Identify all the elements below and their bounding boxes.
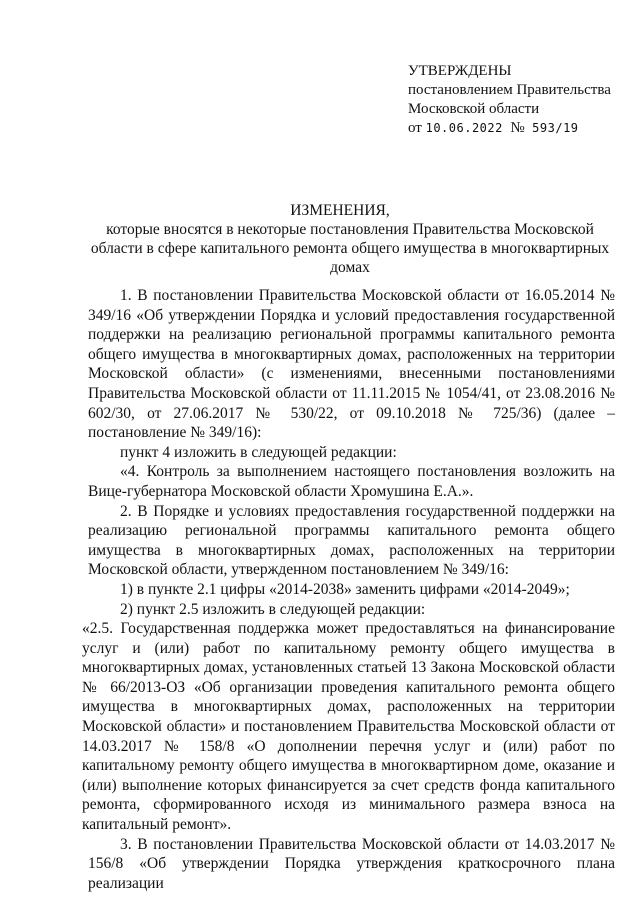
paragraph: пункт 4 изложить в следующей редакции: — [120, 443, 397, 461]
document-body — [82, 286, 615, 893]
paragraph: 3. В постановлении Правительства Московской области от 14.03.2017 № 156/8 «Об утверждении Порядка утверждения краткосрочного плана реализации — [88, 835, 615, 892]
approval-line-1: постановлением Правительства — [408, 82, 611, 98]
approval-date-prefix: от — [408, 120, 422, 136]
approval-date-line — [408, 119, 611, 138]
approval-number-sign: № — [510, 120, 525, 136]
approval-stamp — [408, 62, 611, 138]
document-subtitle: которые вносятся в некоторые постановления Правительства Московской области в сфере капитального ремонта общего имущества в многоквартирных домах — [90, 221, 610, 276]
paragraph: «4. Контроль за выполнением настоящего постановления возложить на Вице-губернатора Московской области Хромушина Е.А.». — [88, 463, 615, 500]
approval-heading: УТВЕРЖДЕНЫ — [408, 63, 512, 79]
paragraph: 2) пункт 2.5 изложить в следующей редакции: — [120, 600, 426, 618]
approval-line-2: Московской области — [408, 101, 540, 117]
paragraph: 1) в пункте 2.1 цифры «2014-2038» заменить цифрами «2014-2049»; — [120, 580, 570, 598]
document-title: ИЗМЕНЕНИЯ, — [290, 202, 390, 219]
approval-date: 10.06.2022 — [425, 121, 503, 135]
paragraph: 2. В Порядке и условиях предоставления государственной поддержки на реализацию региональной программы капитального ремонта общего имущества в многоквартирных домах, расположенных на территории Московской области, утвержденном постановлением № 349/16: — [88, 502, 615, 579]
paragraph: 1. В постановлении Правительства Московской области от 16.05.2014 № 349/16 «Об утверждении Порядка и условий предоставления государственной поддержки на реализацию региональной программы капитального ремонта общего имущества в многоквартирных домах, расположенных на территории Московской области» (с изменениями, внесенными постановлениями Правительства Московской области от 11.11.2015 № 1054/41, от 23.08.2016 № 602/30, от 27.06.2017 № 530/22, от 09.10.2018 № 725/36) (далее – постановление № 349/16): — [88, 287, 615, 442]
paragraph: «2.5. Государственная поддержка может предоставляться на финансирование услуг и (или) работ по капитальному ремонту общего имущества в многоквартирных домах, установленных статьей 13 Закона Московской области № 66/2013-ОЗ «Об организации проведения капитального ремонта общего имущества в многоквартирных домах, расположенных на территории Московской области» и постановлением Правительства Московской области от 14.03.2017 № 158/8 «О дополнении перечня услуг и (или) работ по капитальному ремонту общего имущества в многоквартирном доме, оказание и (или) выполнение которых финансируется за счет средств фонда капитального ремонта, сформированного исходя из минимального размера взноса на капитальный ремонт». — [82, 620, 615, 834]
approval-number: 593/19 — [532, 121, 579, 135]
